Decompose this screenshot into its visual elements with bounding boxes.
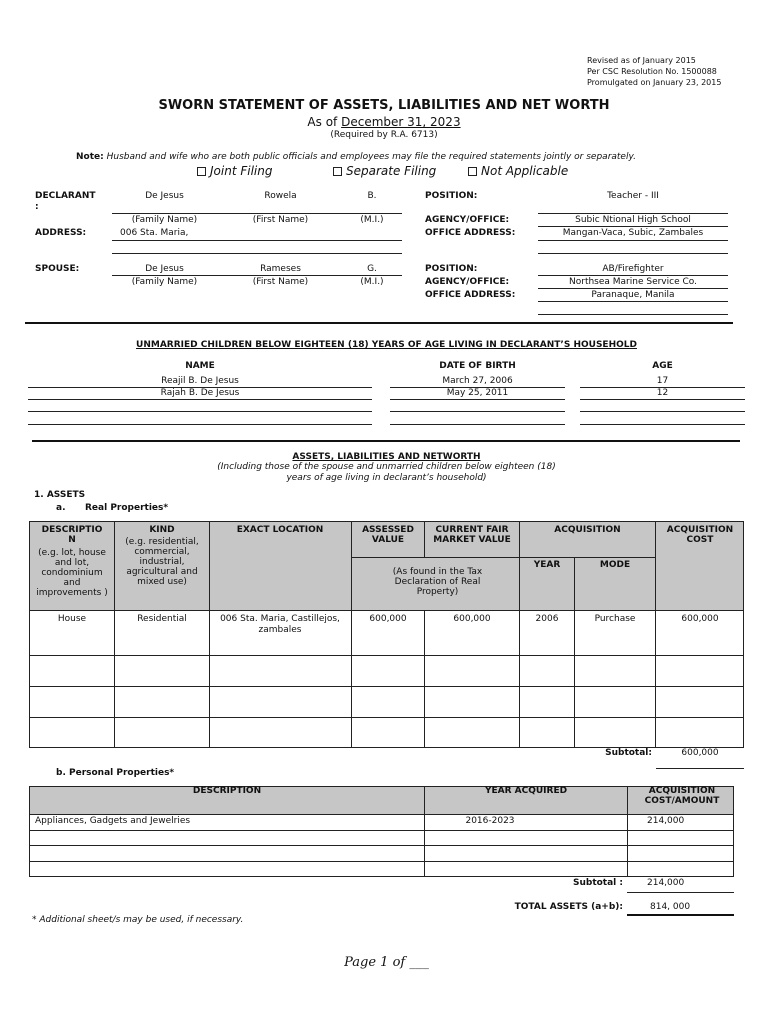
real-subtotal-value: 600,000 — [681, 748, 719, 758]
description-header-example: (e.g. lot, house and lot, condominium and improvements ) — [36, 548, 108, 598]
declarant-position: Teacher - III — [607, 191, 659, 201]
real-subtotal-line — [656, 768, 744, 769]
spouse-agency-line — [538, 288, 728, 289]
child-row-line — [580, 387, 745, 388]
real-cost-cell: 600,000 — [681, 614, 719, 624]
separate-filing-label: Separate Filing — [346, 164, 437, 178]
position-line — [538, 213, 728, 214]
real-properties-letter: a. — [56, 503, 66, 513]
declarant-office-address: Mangan-Vaca, Subic, Zambales — [562, 228, 704, 238]
spouse-position-label: POSITION: — [425, 264, 478, 274]
personal-description-header: DESCRIPTION — [192, 786, 262, 796]
real-properties-title: Real Properties* — [85, 503, 169, 513]
joint-filing-label: Joint Filing — [210, 164, 273, 178]
real-location-cell: 006 Sta. Maria, Castillejos, zambales — [220, 614, 340, 635]
spouse-mi-caption: (M.I.) — [360, 277, 384, 287]
child-row-line — [390, 424, 565, 425]
spouse-agency: Northsea Marine Service Co. — [569, 277, 697, 287]
child-row-line — [580, 411, 745, 412]
spouse-office-address: Paranaque, Manila — [591, 290, 675, 300]
acquisition-cost-header: ACQUISITION COST — [666, 525, 734, 545]
personal-cost-header: ACQUISITION COST/AMOUNT — [644, 786, 720, 806]
kind-header-example: (e.g. residential, commercial, industrial, agricultural and mixed use) — [125, 537, 199, 587]
personal-properties-title: b. Personal Properties* — [56, 768, 175, 778]
resolution-line: Per CSC Resolution No. 1500088 — [587, 67, 717, 76]
real-year-cell: 2006 — [535, 614, 559, 624]
revision-note — [587, 55, 721, 88]
address-line-2 — [112, 253, 402, 254]
additional-sheets-note: * Additional sheet/s may be used, if necessary. — [32, 915, 244, 925]
spouse-office-line-2 — [538, 314, 728, 315]
as-of-date: December 31, 2023 — [341, 115, 461, 129]
declarant-first-caption: (First Name) — [252, 215, 309, 225]
year-header: YEAR — [533, 560, 561, 570]
promulgated-line: Promulgated on January 23, 2015 — [587, 78, 722, 87]
child-row-line — [580, 424, 745, 425]
total-assets-label: TOTAL ASSETS (a+b): — [514, 902, 623, 912]
real-table-body — [29, 610, 744, 748]
section-divider — [32, 440, 740, 442]
col-divider — [424, 610, 425, 748]
child-row-line — [390, 411, 565, 412]
row-divider — [351, 557, 655, 558]
child-row-line — [28, 399, 372, 400]
row-divider — [29, 686, 744, 687]
not-applicable-option[interactable] — [468, 164, 568, 178]
assets-subtitle-2: years of age living in declarant’s household) — [286, 473, 487, 483]
spouse-office-label: OFFICE ADDRESS: — [425, 290, 516, 300]
row-divider — [29, 655, 744, 656]
position-label: POSITION: — [425, 191, 478, 201]
col-divider — [351, 521, 352, 748]
description-header-line2: N — [68, 535, 76, 545]
joint-filing-option[interactable] — [197, 164, 272, 178]
col-divider — [424, 786, 425, 877]
declarant-mi: B. — [367, 191, 377, 201]
declarant-address: 006 Sta. Maria, — [120, 228, 189, 238]
personal-subtotal-line — [627, 892, 734, 893]
tax-declaration-note: (As found in the Tax Declaration of Real Property) — [392, 567, 483, 597]
declarant-name-line — [112, 213, 402, 214]
assessed-value-header: ASSESSED VALUE — [362, 525, 414, 545]
child-row-line — [580, 399, 745, 400]
spouse-position: AB/Firefighter — [602, 264, 664, 274]
declarant-family-name: De Jesus — [145, 191, 184, 201]
total-assets-value: 814, 000 — [650, 902, 691, 912]
section-divider — [25, 322, 733, 324]
child-row-line — [28, 411, 372, 412]
joint-filing-checkbox[interactable] — [197, 167, 206, 176]
col-divider — [519, 557, 520, 748]
office-address-label: OFFICE ADDRESS: — [425, 228, 516, 238]
child-row-line — [28, 424, 372, 425]
agency-label: AGENCY/OFFICE: — [425, 215, 510, 225]
child-dob: March 27, 2006 — [442, 376, 513, 386]
spouse-family-name: De Jesus — [145, 264, 184, 274]
required-note: (Required by R.A. 6713) — [330, 130, 438, 140]
as-of-label: As of — [307, 115, 338, 129]
real-subtotal-label: Subtotal: — [605, 748, 652, 758]
page-title: SWORN STATEMENT OF ASSETS, LIABILITIES AND NET WORTH — [158, 98, 610, 113]
child-dob: May 25, 2011 — [446, 388, 509, 398]
not-applicable-label: Not Applicable — [481, 164, 569, 178]
spouse-family-caption: (Family Name) — [131, 277, 198, 287]
not-applicable-checkbox[interactable] — [468, 167, 477, 176]
col-divider — [655, 521, 656, 748]
address-label: ADDRESS: — [35, 228, 87, 238]
child-row-line — [28, 387, 372, 388]
separate-filing-option[interactable] — [333, 164, 436, 178]
assets-title: ASSETS, LIABILITIES AND NETWORTH — [292, 452, 481, 462]
personal-subtotal-label: Subtotal : — [572, 878, 623, 888]
row-divider — [29, 830, 734, 831]
year-acquired-header: YEAR ACQUIRED — [484, 786, 568, 796]
col-divider — [114, 521, 115, 748]
spouse-first-name: Rameses — [260, 264, 301, 274]
child-row-line — [390, 399, 565, 400]
col-divider — [209, 521, 210, 748]
personal-cost-cell: 214,000 — [647, 816, 685, 826]
spouse-office-line-1 — [538, 301, 728, 302]
row-divider — [29, 717, 744, 718]
page-number: Page 1 of ___ — [344, 955, 429, 970]
child-row-line — [390, 387, 565, 388]
personal-year-cell: 2016-2023 — [465, 816, 515, 826]
real-mode-cell: Purchase — [594, 614, 636, 624]
children-name-header: NAME — [185, 361, 215, 371]
children-title: UNMARRIED CHILDREN BELOW EIGHTEEN (18) YEARS OF AGE LIVING IN DECLARANT’S HOUSEHOLD — [136, 340, 637, 350]
total-assets-line — [627, 914, 734, 916]
real-kind-cell: Residential — [137, 614, 187, 624]
child-name: Rajah B. De Jesus — [160, 388, 240, 398]
real-fair-cell: 600,000 — [453, 614, 491, 624]
spouse-first-caption: (First Name) — [252, 277, 309, 287]
as-of-line — [0, 115, 768, 129]
description-header — [30, 525, 114, 545]
filing-note — [76, 152, 636, 162]
mode-header: MODE — [599, 560, 631, 570]
location-header: EXACT LOCATION — [236, 525, 324, 535]
declarant-colon: : — [35, 202, 39, 212]
separate-filing-checkbox[interactable] — [333, 167, 342, 176]
note-text: Husband and wife who are both public officials and employees may file the required statements jointly or separately. — [106, 152, 636, 162]
declarant-label: DECLARANT — [35, 191, 96, 201]
description-header-line1: DESCRIPTIO — [41, 525, 103, 535]
child-age: 12 — [656, 388, 669, 398]
spouse-name-line — [112, 275, 402, 276]
real-desc-cell: House — [57, 614, 87, 624]
declarant-family-caption: (Family Name) — [131, 215, 198, 225]
personal-subtotal-value: 214,000 — [647, 878, 685, 888]
child-name: Reajil B. De Jesus — [161, 376, 239, 386]
spouse-position-line — [538, 275, 728, 276]
declarant-agency: Subic Ntional High School — [575, 215, 691, 225]
col-divider — [574, 557, 575, 748]
office-line-1 — [538, 240, 728, 241]
children-age-header: AGE — [652, 361, 673, 371]
declarant-first-name: Rowela — [264, 191, 297, 201]
fair-market-value-header: CURRENT FAIR MARKET VALUE — [433, 525, 511, 545]
spouse-label: SPOUSE: — [35, 264, 80, 274]
assets-subtitle-1: (Including those of the spouse and unmarried children below eighteen (18) — [217, 462, 556, 472]
office-line-2 — [538, 253, 728, 254]
personal-desc-cell: Appliances, Gadgets and Jewelries — [35, 816, 191, 826]
children-dob-header: DATE OF BIRTH — [439, 361, 516, 371]
address-line-1 — [112, 240, 402, 241]
declarant-mi-caption: (M.I.) — [360, 215, 384, 225]
kind-header: KIND — [149, 525, 175, 535]
revision-line: Revised as of January 2015 — [587, 56, 696, 65]
real-assessed-cell: 600,000 — [369, 614, 407, 624]
acquisition-header: ACQUISITION — [554, 525, 621, 535]
col-divider — [627, 786, 628, 877]
row-divider — [29, 845, 734, 846]
spouse-agency-label: AGENCY/OFFICE: — [425, 277, 510, 287]
assets-section-label: 1. ASSETS — [34, 490, 86, 500]
spouse-mi: G. — [367, 264, 377, 274]
row-divider — [29, 861, 734, 862]
child-age: 17 — [656, 376, 669, 386]
agency-line — [538, 226, 728, 227]
note-label: Note: — [76, 152, 104, 162]
